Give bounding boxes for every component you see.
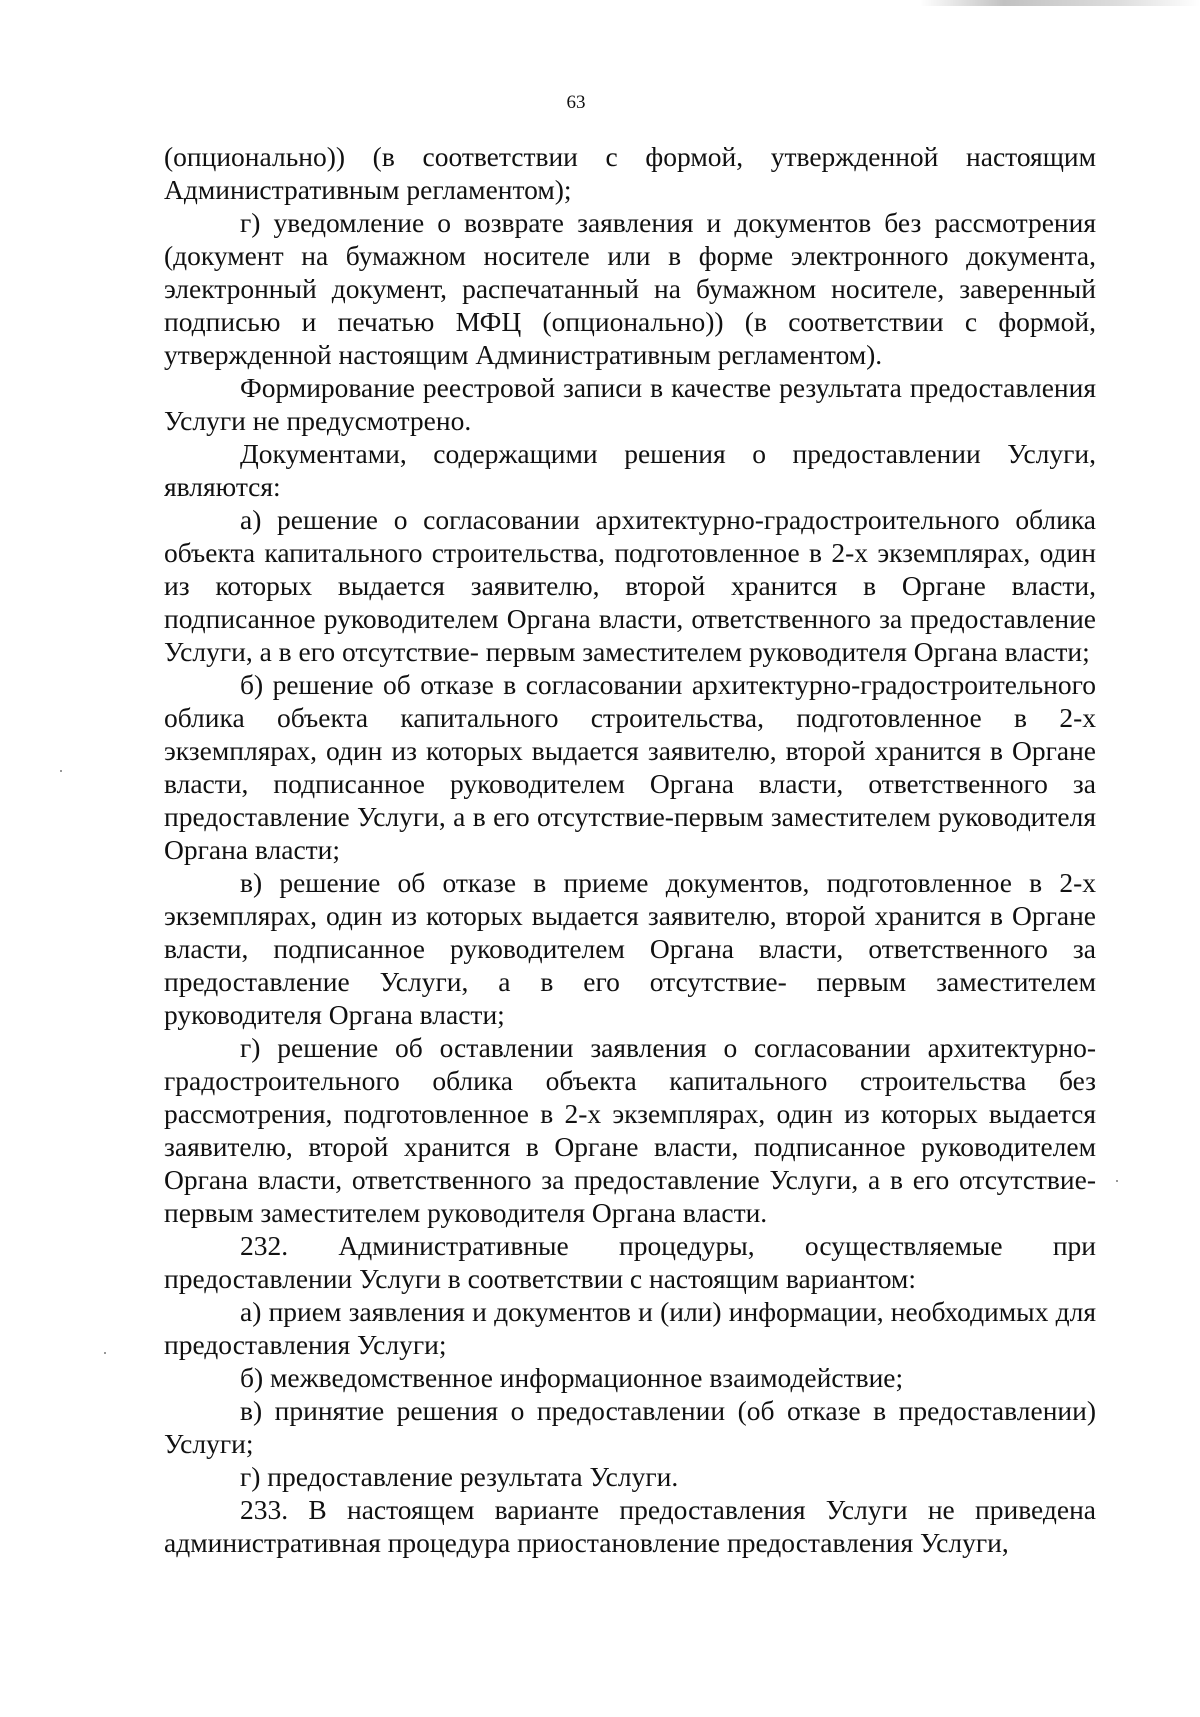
paragraph-item-g-no-review: г) решение об оставлении заявления о согласовании архитектурно-градостроительного облика объекта капитального строительства без рассмотрения, подготовленное в 2-х экземплярах, один из которых выдается заявителю, второй хранится в Органе власти, подписанное руководителем Органа власти, ответственного за предоставление Услуги, а в его отсутствие- первым заместителем руководителя Органа власти. <box>164 1032 1096 1228</box>
paragraph-registry-record: Формирование реестровой записи в качестве результата предоставления Услуги не предусмотрено. <box>164 372 1096 436</box>
scan-speck <box>1116 1180 1118 1182</box>
paragraph-item-g-notice: г) уведомление о возврате заявления и документов без рассмотрения (документ на бумажном носителе или в форме электронного документа, электронный документ, распечатанный на бумажном носителе, заверенный подписью и печатью МФЦ (опционально)) (в соответствии с формой, утвержденной настоящим Административным регламентом). <box>164 207 1096 370</box>
scan-speck <box>60 770 62 772</box>
page-number: 63 <box>566 92 586 113</box>
paragraph-decision-documents: Документами, содержащими решения о предоставлении Услуги, являются: <box>164 438 1096 502</box>
paragraph-section-232: 232. Административные процедуры, осуществляемые при предоставлении Услуги в соответствии с настоящим вариантом: <box>164 1230 1096 1294</box>
paragraph-procedure-a: а) прием заявления и документов и (или) информации, необходимых для предоставления Услуги; <box>164 1296 1096 1360</box>
scan-speck <box>104 1352 106 1354</box>
paragraph-item-v-reception-refusal: в) решение об отказе в приеме документов, подготовленное в 2-х экземплярах, один из которых выдается заявителю, второй хранится в Органе власти, подписанное руководителем Органа власти, ответственного за предоставление Услуги, а в его отсутствие- первым заместителем руководителя Органа власти; <box>164 867 1096 1030</box>
paragraph-item-a-approval: а) решение о согласовании архитектурно-градостроительного облика объекта капитального строительства, подготовленное в 2-х экземплярах, один из которых выдается заявителю, второй хранится в Органе власти, подписанное руководителем Органа власти, ответственного за предоставление Услуги, а в его отсутствие- первым заместителем руководителя Органа власти; <box>164 504 1096 667</box>
paragraph-section-233: 233. В настоящем варианте предоставления Услуги не приведена административная процедура приостановление предоставления Услуги, <box>164 1494 1096 1558</box>
paragraph-item-b-refusal: б) решение об отказе в согласовании архитектурно-градостроительного облика объекта капитального строительства, подготовленное в 2-х экземплярах, один из которых выдается заявителю, второй хранится в Органе власти, подписанное руководителем Органа власти, ответственного за предоставление Услуги, а в его отсутствие-первым заместителем руководителя Органа власти; <box>164 669 1096 865</box>
paragraph-procedure-g: г) предоставление результата Услуги. <box>240 1461 679 1492</box>
scan-edge-mark <box>920 0 1200 6</box>
paragraph-procedure-b: б) межведомственное информационное взаимодействие; <box>240 1362 904 1393</box>
paragraph-procedure-v: в) принятие решения о предоставлении (об отказе в предоставлении) Услуги; <box>164 1395 1096 1459</box>
paragraph-continuation: (опционально)) (в соответствии с формой, утвержденной настоящим Административным регламентом); <box>164 141 1096 205</box>
document-body <box>164 140 1096 1559</box>
